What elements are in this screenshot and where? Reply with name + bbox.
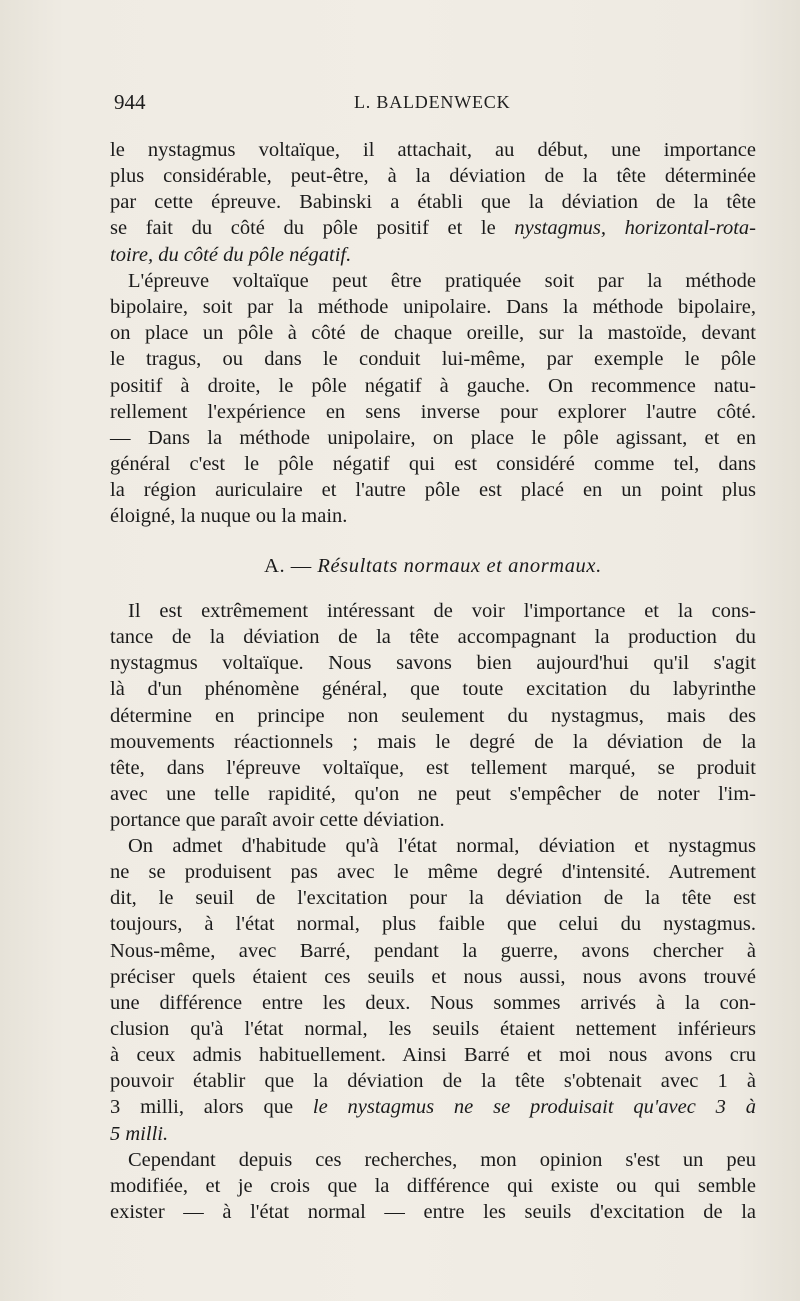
text-line: ne se produisent pas avec le même degré d'intensité. Autrement (110, 861, 756, 884)
text-line: la région auriculaire et l'autre pôle est placé en un point plus (110, 479, 756, 502)
text-line: exister — à l'état normal — entre les seuils d'excitation de la (110, 1201, 756, 1224)
text-line: positif à droite, le pôle négatif à gauche. On recommence natu- (110, 374, 756, 397)
paragraph-3 (110, 598, 756, 833)
text-line: tance de la déviation de la tête accompagnant la production du (110, 626, 756, 649)
text-line: 5 milli. (110, 1122, 169, 1145)
text-line: bipolaire, soit par la méthode unipolaire. Dans la méthode bipolaire, (110, 296, 756, 319)
text-line: clusion qu'à l'état normal, les seuils étaient nettement inférieurs (110, 1017, 756, 1040)
section-heading (110, 555, 756, 578)
text-line: 3 milli, alors que le nystagmus ne se produisait qu'avec 3 à (110, 1096, 756, 1119)
paragraph-5 (110, 1147, 756, 1225)
text-line: tête, dans l'épreuve voltaïque, est tellement marqué, se produit (110, 756, 756, 779)
text-line: nystagmus voltaïque. Nous savons bien aujourd'hui qu'il s'agit (110, 652, 756, 675)
section-title: Résultats normaux et anormaux. (317, 555, 602, 577)
text-line: détermine en principe non seulement du nystagmus, mais des (110, 704, 756, 727)
text-line: — Dans la méthode unipolaire, on place le pôle agissant, et en (110, 426, 756, 449)
page-number: 944 (114, 90, 146, 114)
text-line: le nystagmus voltaïque, il attachait, au début, une importance (110, 139, 756, 161)
text-line: par cette épreuve. Babinski a établi que la déviation de la tête (110, 191, 756, 214)
text-line: mouvements réactionnels ; mais le degré de la déviation de la (110, 730, 756, 753)
text-line: général c'est le pôle négatif qui est considéré comme tel, dans (110, 452, 756, 475)
text-line: préciser quels étaient ces seuils et nous aussi, nous avons trouvé (110, 965, 756, 988)
text-line: à ceux admis habituellement. Ainsi Barré et moi nous avons cru (110, 1044, 756, 1067)
text-line: pouvoir établir que la déviation de la tête s'obtenait avec 1 à (110, 1070, 756, 1093)
text-line: rellement l'expérience en sens inverse pour explorer l'autre côté. (110, 400, 756, 423)
text-line: toujours, à l'état normal, plus faible que celui du nystagmus. (110, 913, 756, 936)
text-line: L'épreuve voltaïque peut être pratiquée soit par la méthode (128, 270, 756, 292)
text-line: éloigné, la nuque ou la main. (110, 505, 348, 528)
running-head: L. BALDENWECK (354, 92, 511, 112)
text-line: une différence entre les deux. Nous sommes arrivés à la con- (110, 991, 756, 1014)
paragraph-2 (110, 268, 756, 529)
paragraph-4 (110, 833, 756, 1147)
section-label: A. — (264, 555, 318, 577)
text-line: plus considérable, peut-être, à la déviation de la tête déterminée (110, 165, 756, 188)
text-line: Nous-même, avec Barré, pendant la guerre, avons chercher à (110, 939, 756, 962)
text-line: avec une telle rapidité, qu'on ne peut s'empêcher de noter l'im- (110, 782, 756, 805)
text-line: Cependant depuis ces recherches, mon opinion s'est un peu (128, 1149, 756, 1171)
text-line: portance que paraît avoir cette déviation. (110, 809, 445, 832)
text-line: se fait du côté du pôle positif et le nystagmus, horizontal-rota- (110, 217, 756, 240)
text-line: modifiée, et je crois que la différence qui existe ou qui semble (110, 1175, 756, 1198)
text-line: On admet d'habitude qu'à l'état normal, déviation et nystagmus (128, 835, 756, 857)
text-line: on place un pôle à côté de chaque oreille, sur la mastoïde, devant (110, 322, 756, 345)
text-line: toire, du côté du pôle négatif. (110, 243, 352, 266)
paragraph-1 (110, 137, 756, 268)
text-line: dit, le seuil de l'excitation pour la déviation de la tête est (110, 887, 756, 910)
text-line: Il est extrêmement intéressant de voir l'importance et la cons- (128, 600, 756, 622)
text-line: le tragus, ou dans le conduit lui-même, par exemple le pôle (110, 348, 756, 371)
page-header (110, 90, 756, 120)
text-line: là d'un phénomène général, que toute excitation du labyrinthe (110, 678, 756, 701)
